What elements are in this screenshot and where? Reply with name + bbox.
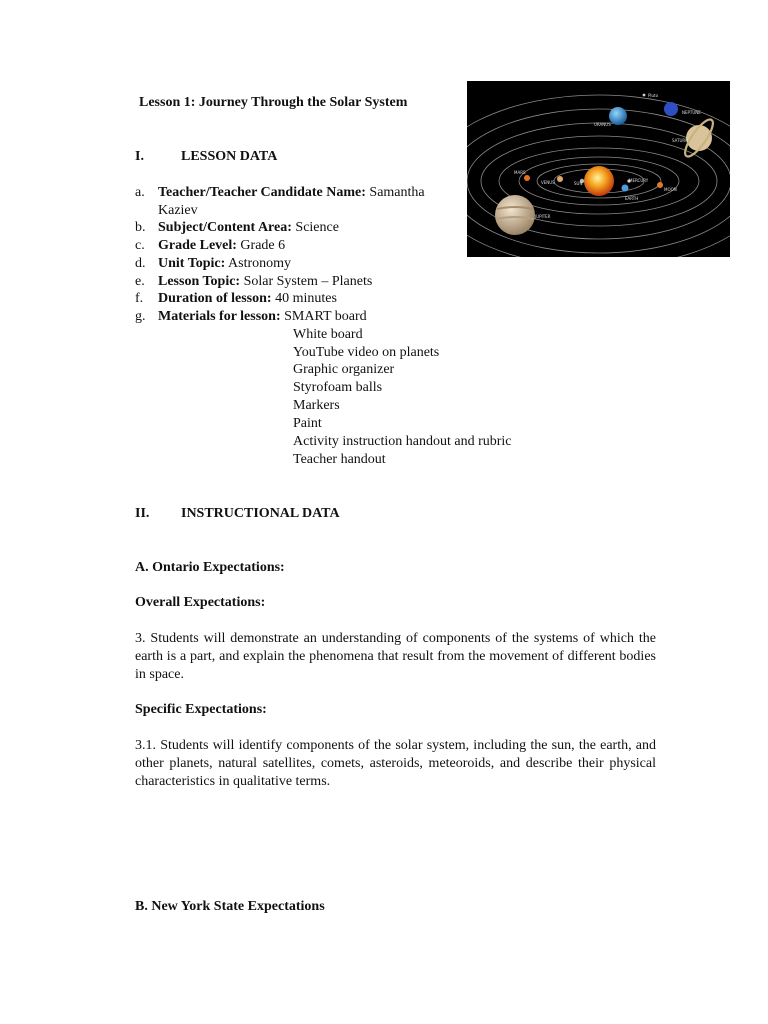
ontario-heading: A. Ontario Expectations: — [135, 560, 285, 575]
jupiter-shape — [495, 195, 535, 235]
overall-expectations-text: 3. Students will demonstrate an understanding of components of the systems of which the earth is a part, and explain the phenomena that result from the movement of different bodies in space. — [135, 631, 656, 682]
sun-label: SUN — [574, 181, 583, 186]
material-item: Styrofoam balls — [293, 380, 383, 395]
uranus-shape — [609, 107, 627, 125]
mars-label: MARS — [514, 170, 526, 175]
material-item: Graphic organizer — [293, 362, 395, 377]
venus-shape — [557, 176, 563, 182]
item-marker-f: f. — [135, 291, 144, 306]
lesson-topic-line: Lesson Topic: Solar System – Planets — [158, 274, 373, 289]
material-item: Paint — [293, 416, 322, 431]
venus-label: VENUS — [541, 180, 555, 185]
lesson-title: Lesson 1: Journey Through the Solar System — [139, 95, 408, 110]
mercury-label: MERCURY — [629, 178, 649, 183]
item-marker-a: a. — [135, 185, 145, 200]
teacher-name-continued: Kaziev — [158, 203, 198, 218]
new-york-heading: B. New York State Expectations — [135, 899, 325, 914]
item-marker-b: b. — [135, 220, 146, 235]
section-2-numeral: II. — [135, 506, 150, 521]
earth-label: EARTH — [625, 196, 639, 201]
mars-shape — [524, 175, 530, 181]
materials-line: Materials for lesson: SMART board — [158, 309, 367, 324]
saturn-label: SATURN — [672, 138, 689, 143]
subject-line: Subject/Content Area: Science — [158, 220, 339, 235]
solar-system-image — [467, 81, 730, 257]
duration-line: Duration of lesson: 40 minutes — [158, 291, 337, 306]
unit-topic-line: Unit Topic: Astronomy — [158, 256, 292, 271]
material-item: Activity instruction handout and rubric — [293, 434, 512, 449]
item-marker-c: c. — [135, 238, 145, 253]
specific-expectations-text: 3.1. Students will identify components of the solar system, including the sun, the earth, and other planets, natural satellites, comets, asteroids, meteoroids, and describe their physical characteristics in qualitative terms. — [135, 738, 656, 789]
sun-shape — [584, 166, 614, 196]
item-marker-g: g. — [135, 309, 146, 324]
overall-expectations-heading: Overall Expectations: — [135, 595, 266, 610]
grade-level-line: Grade Level: Grade 6 — [158, 238, 286, 253]
specific-expectations-heading: Specific Expectations: — [135, 702, 267, 717]
teacher-name-line: Teacher/Teacher Candidate Name: Samantha — [158, 185, 425, 200]
neptune-label: NEPTUNE — [682, 110, 701, 115]
section-2-heading: INSTRUCTIONAL DATA — [181, 506, 340, 521]
mars-right-shape — [657, 182, 663, 188]
earth-shape — [622, 185, 629, 192]
material-item: White board — [293, 327, 363, 342]
section-1-heading: LESSON DATA — [181, 149, 278, 164]
material-item: YouTube video on planets — [293, 345, 440, 360]
pluto-label: Pluto — [648, 93, 659, 98]
jupiter-label: JUPITER — [535, 214, 551, 219]
pluto-shape — [643, 94, 646, 97]
section-1-numeral: I. — [135, 149, 144, 164]
material-item: Markers — [293, 398, 340, 413]
material-item: Teacher handout — [293, 452, 386, 467]
uranus-label: URANUS — [594, 122, 611, 127]
item-marker-e: e. — [135, 274, 145, 289]
item-marker-d: d. — [135, 256, 146, 271]
neptune-shape — [664, 102, 678, 116]
moon-label: MOON — [664, 187, 677, 192]
